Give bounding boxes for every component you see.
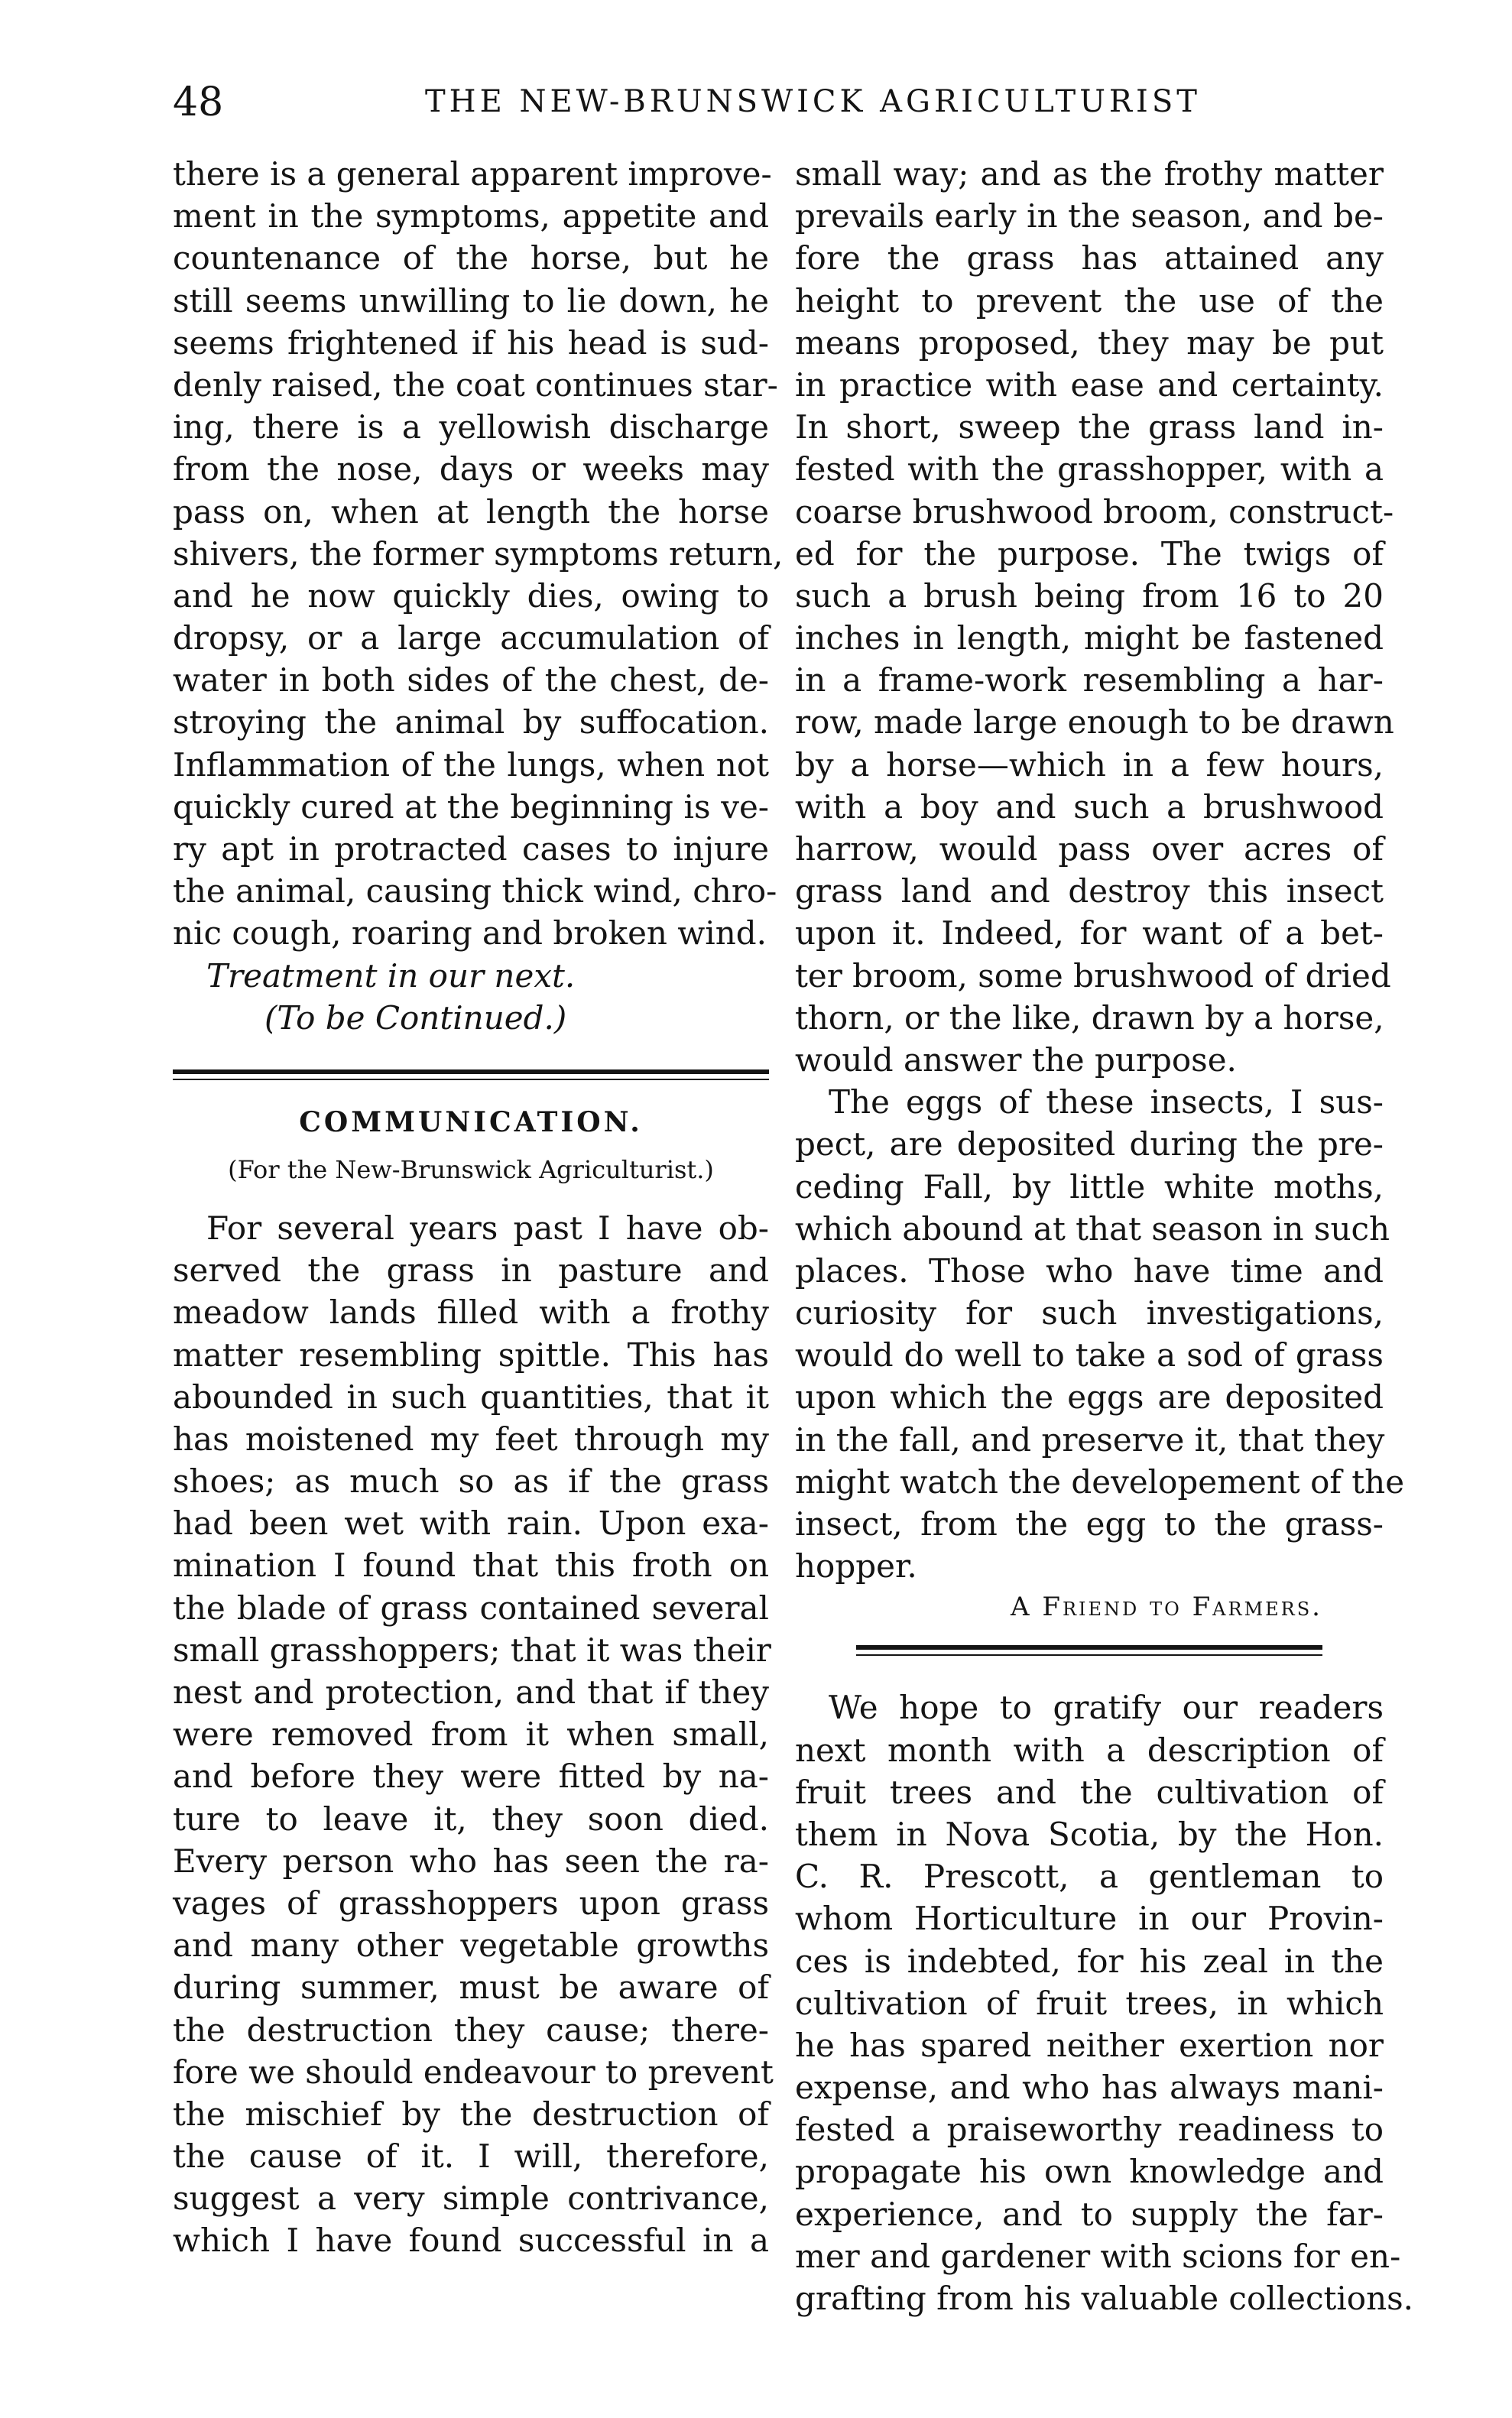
text-line: ter broom, some brushwood of dried <box>795 956 1391 995</box>
text-line: nic cough, roaring and broken wind. <box>173 914 767 953</box>
text-line: curiosity for such investigations, <box>795 1294 1384 1332</box>
text-line: fore the grass has attained any <box>795 239 1384 278</box>
text-line: In short, sweep the grass land in- <box>795 408 1384 446</box>
text-line: the blade of grass contained several <box>173 1589 769 1627</box>
text-line: fested a praiseworthy readiness to <box>795 2111 1384 2149</box>
text-line: has moistened my feet through my <box>173 1420 769 1458</box>
text-line: ment in the symptoms, appetite and <box>173 197 769 235</box>
text-line: row, made large enough to be drawn <box>795 703 1394 742</box>
communication-body <box>173 1207 774 2262</box>
horse-article-continuation <box>173 153 784 955</box>
text-line: served the grass in pasture and <box>173 1251 769 1290</box>
text-line: from the nose, days or weeks may <box>173 450 769 488</box>
text-line: might watch the developement of the <box>795 1462 1405 1501</box>
text-line: with a boy and such a brushwood <box>795 787 1384 826</box>
text-line: propagate his own knowledge and <box>795 2153 1384 2191</box>
text-line: abounded in such quantities, that it <box>173 1378 769 1416</box>
text-line: We hope to gratify our readers <box>829 1689 1384 1727</box>
text-line: Every person who has seen the ra- <box>173 1842 769 1880</box>
text-line: ry apt in protracted cases to injure <box>173 830 769 868</box>
text-line: ture to leave it, they soon died. <box>173 1800 769 1838</box>
text-line: mer and gardener with scions for en- <box>795 2237 1401 2275</box>
section-divider <box>173 1069 769 1074</box>
text-line: by a horse—which in a few hours, <box>795 745 1384 784</box>
text-line: shoes; as much so as if the grass <box>173 1462 769 1501</box>
text-line: upon which the eggs are deposited <box>795 1378 1384 1417</box>
text-line: there is a general apparent improve- <box>173 155 772 193</box>
page-number: 48 <box>173 80 224 125</box>
text-line: and before they were fitted by na- <box>173 1758 769 1796</box>
text-line: pass on, when at length the horse <box>173 492 769 531</box>
text-line: coarse brushwood broom, construct- <box>795 492 1394 531</box>
text-line: means proposed, they may be put <box>795 323 1384 362</box>
text-line: For several years past I have ob- <box>206 1209 769 1247</box>
editorial-notice <box>795 1686 1414 2319</box>
text-line: shivers, the former symptoms return, <box>173 534 784 573</box>
text-line: inches in length, might be fastened <box>795 619 1384 657</box>
text-line: places. Those who have time and <box>795 1251 1384 1290</box>
text-line: harrow, would pass over acres of <box>795 830 1384 868</box>
text-line: next month with a description of <box>795 1731 1384 1769</box>
text-line: mination I found that this froth on <box>173 1547 769 1585</box>
text-line: which abound at that season in such <box>795 1209 1390 1248</box>
section-divider-thin <box>173 1079 769 1080</box>
text-line: grafting from his valuable collections. <box>795 2280 1414 2317</box>
right-column <box>795 153 1414 2319</box>
running-head: THE NEW-BRUNSWICK AGRICULTURIST <box>425 84 1201 119</box>
text-line: denly raised, the coat continues star- <box>173 365 778 404</box>
text-line: prevails early in the season, and be- <box>795 197 1384 235</box>
text-line: C. R. Prescott, a gentleman to <box>795 1858 1384 1896</box>
text-line: had been wet with rain. Upon exa- <box>173 1504 769 1543</box>
text-line: fruit trees and the cultivation of <box>795 1773 1384 1811</box>
text-line: dropsy, or a large accumulation of <box>173 619 769 657</box>
text-line: matter resembling spittle. This has <box>173 1336 769 1374</box>
text-line: the mischief by the destruction of <box>173 2095 769 2133</box>
text-line: which I have found successful in a <box>173 2222 769 2260</box>
text-line: in practice with ease and certainty. <box>795 365 1384 404</box>
text-line: water in both sides of the chest, de- <box>173 661 769 699</box>
text-line: upon it. Indeed, for want of a bet- <box>795 914 1384 953</box>
text-line: stroying the animal by suffocation. <box>173 703 769 742</box>
text-line: ing, there is a yellowish discharge <box>173 408 769 446</box>
byline: (For the New-Brunswick Agriculturist.) <box>228 1154 714 1184</box>
continued-note: (To be Continued.) <box>264 998 567 1037</box>
text-line: them in Nova Scotia, by the Hon. <box>795 1815 1384 1853</box>
text-line: in a frame-work resembling a har- <box>795 661 1384 699</box>
page-header <box>173 73 1365 135</box>
left-column <box>173 153 784 2262</box>
signature: A Friend to Farmers. <box>1011 1592 1322 1623</box>
text-line: expense, and who has always mani- <box>795 2069 1384 2107</box>
text-line: would do well to take a sod of grass <box>795 1336 1384 1375</box>
text-line: experience, and to supply the far- <box>795 2195 1384 2233</box>
text-line: and many other vegetable growths <box>173 1926 769 1965</box>
text-line: during summer, must be aware of <box>173 1968 769 2007</box>
text-line: would answer the purpose. <box>795 1040 1237 1079</box>
text-line: thorn, or the like, drawn by a horse, <box>795 998 1384 1037</box>
text-line: the cause of it. I will, therefore, <box>173 2137 769 2176</box>
text-line: such a brush being from 16 to 20 <box>795 576 1384 615</box>
text-line: ceding Fall, by little white moths, <box>795 1167 1384 1206</box>
text-line: insect, from the egg to the grass- <box>795 1505 1384 1543</box>
text-line: he has spared neither exertion nor <box>795 2026 1384 2064</box>
text-line: ed for the purpose. The twigs of <box>795 534 1384 573</box>
text-line: in the fall, and preserve it, that they <box>795 1420 1385 1459</box>
text-line: The eggs of these insects, I sus- <box>829 1083 1384 1121</box>
text-line: the animal, causing thick wind, chro- <box>173 872 777 910</box>
text-line: suggest a very simple contrivance, <box>173 2179 769 2218</box>
notice-divider <box>856 1645 1322 1650</box>
text-line: nest and protection, and that if they <box>173 1673 769 1711</box>
text-line: quickly cured at the beginning is ve- <box>173 787 769 826</box>
text-line: countenance of the horse, but he <box>173 239 769 278</box>
text-line: meadow lands filled with a frothy <box>173 1293 769 1332</box>
text-line: cultivation of fruit trees, in which <box>795 1984 1384 2022</box>
text-line: were removed from it when small, <box>173 1715 769 1754</box>
text-line: fore we should endeavour to prevent <box>173 2053 774 2091</box>
section-title: COMMUNICATION. <box>299 1105 643 1138</box>
text-line: small way; and as the frothy matter <box>795 155 1384 193</box>
text-line: the destruction they cause; there- <box>173 2011 769 2049</box>
text-line: vages of grasshoppers upon grass <box>173 1884 769 1922</box>
text-line: Inflammation of the lungs, when not <box>173 745 769 784</box>
text-line: whom Horticulture in our Provin- <box>795 1900 1384 1938</box>
eggs-paragraph <box>795 1081 1405 1587</box>
text-line: fested with the grasshopper, with a <box>795 450 1384 488</box>
treatment-note: Treatment in our next. <box>206 956 576 995</box>
text-line: seems frightened if his head is sud- <box>173 323 769 362</box>
communication-continuation <box>795 153 1394 1081</box>
text-line: height to prevent the use of the <box>795 281 1384 320</box>
text-line: hopper. <box>795 1547 917 1585</box>
text-line: and he now quickly dies, owing to <box>173 576 769 615</box>
text-line: ces is indebted, for his zeal in the <box>795 1942 1384 1980</box>
text-line: small grasshoppers; that it was their <box>173 1631 771 1669</box>
text-line: still seems unwilling to lie down, he <box>173 281 769 320</box>
text-line: grass land and destroy this insect <box>795 872 1384 910</box>
text-line: pect, are deposited during the pre- <box>795 1125 1384 1164</box>
